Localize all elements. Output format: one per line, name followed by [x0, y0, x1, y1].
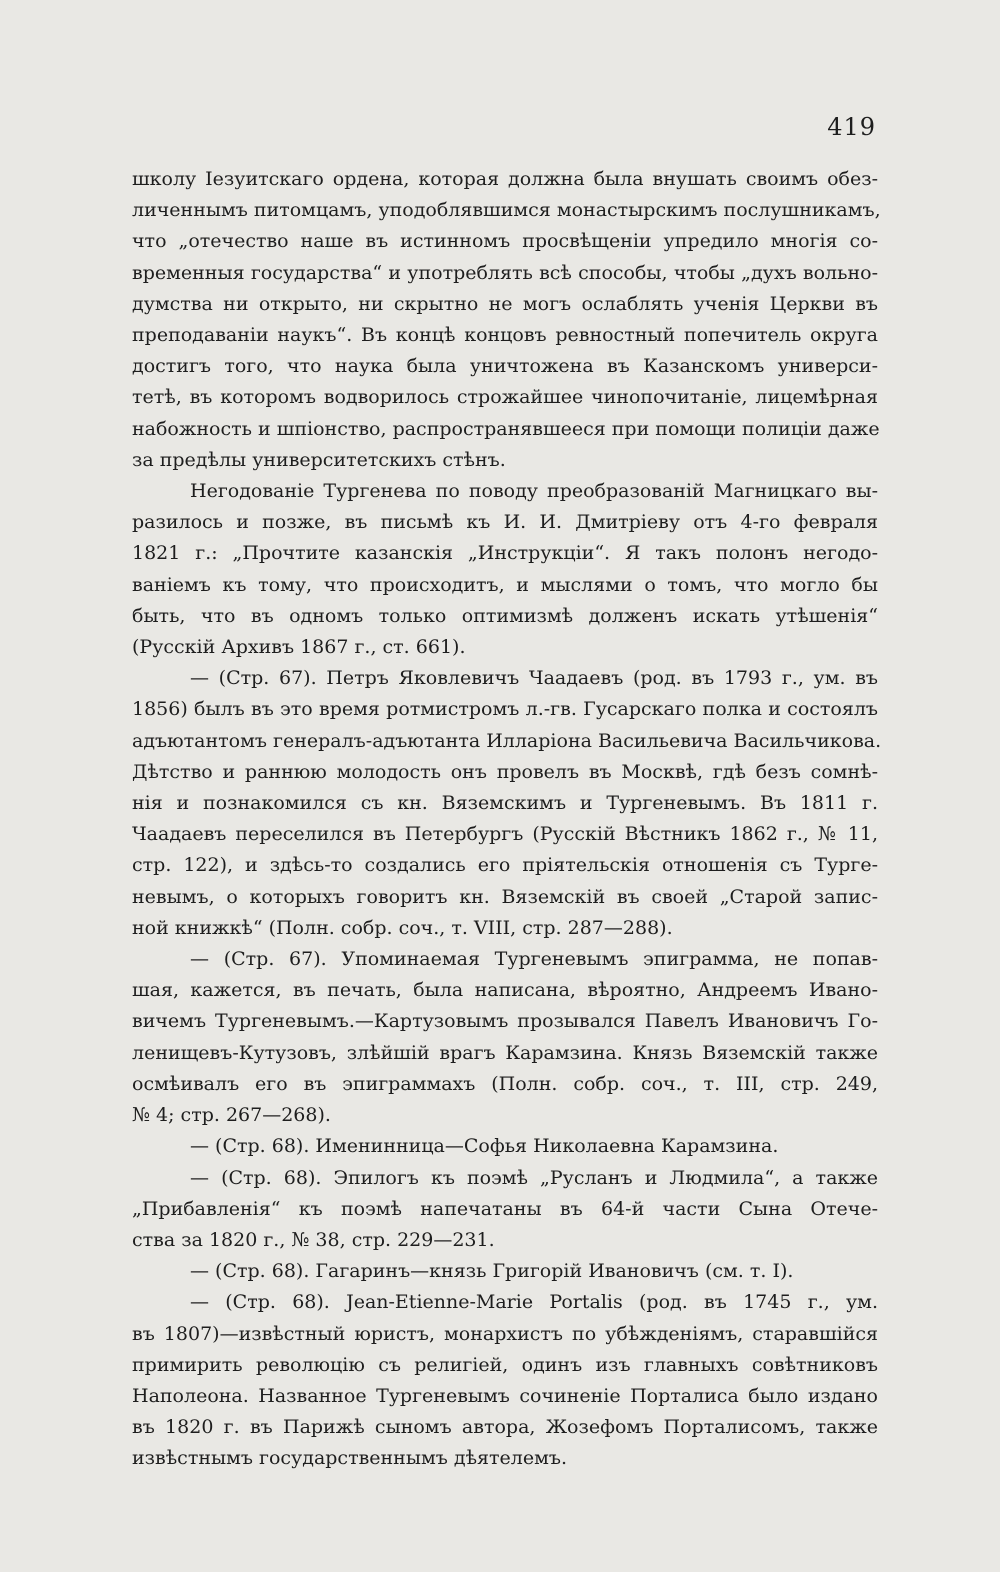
paragraph: [132, 1287, 878, 1474]
text-line: нiя и познакомился съ кн. Вяземскимъ и Тургеневымъ. Въ 1811 г.: [132, 792, 878, 815]
text-line: Чаадаевъ переселился въ Петербургъ (Русскiй Вѣстникъ 1862 г., № 11,: [132, 823, 878, 846]
text-line: — (Стр. 67). Петръ Яковлевичъ Чаадаевъ (род. въ 1793 г., ум. въ: [190, 667, 878, 690]
text-line: преподаванiи наукъ“. Въ концѣ концовъ ревностный попечитель округа: [132, 324, 878, 347]
text-line: за предѣлы университетскихъ стѣнъ.: [132, 448, 506, 471]
text-line: быть, что въ одномъ только оптимизмѣ долженъ искать утѣшенiя“: [132, 604, 878, 627]
text-line: шая, кажется, въ печать, была написана, вѣроятно, Андреемъ Ивано-: [132, 979, 878, 1002]
text-line: (Русскiй Архивъ 1867 г., ст. 661).: [132, 636, 466, 659]
text-line: невымъ, о которыхъ говоритъ кн. Вяземскiй въ своей „Старой запис-: [132, 885, 878, 908]
text-line: № 4; стр. 267—268).: [132, 1104, 331, 1127]
text-line: ства за 1820 г., № 38, стр. 229—231.: [132, 1228, 495, 1251]
text-line: — (Стр. 67). Упоминаемая Тургеневымъ эпиграмма, не попав-: [190, 948, 878, 971]
text-line: въ 1820 г. въ Парижѣ сыномъ автора, Жозефомъ Порталисомъ, также: [132, 1416, 878, 1439]
paragraph: [132, 944, 878, 1131]
text-line: Негодованiе Тургенева по поводу преобразованiй Магницкаго вы-: [190, 480, 878, 503]
text-line: разилось и позже, въ письмѣ къ И. И. Дмитрiеву отъ 4-го февраля: [132, 511, 878, 534]
text-line: примирить революцiю съ религiей, одинъ изъ главныхъ совѣтниковъ: [132, 1353, 878, 1376]
text-line: 1821 г.: „Прочтите казанскiя „Инструкцiи“. Я такъ полонъ негодо-: [132, 542, 878, 565]
paragraph: [132, 663, 882, 944]
text-line: въ 1807)—извѣстный юристъ, монархистъ по убѣжденiямъ, старавшiйся: [132, 1322, 878, 1345]
text-line: школу Iезуитскаго ордена, которая должна была внушать своимъ обез-: [132, 168, 878, 190]
text-line: Дѣтство и раннюю молодость онъ провелъ въ Москвѣ, гдѣ безъ сомнѣ-: [132, 760, 878, 783]
text-line: ленищевъ-Кутузовъ, злѣйшiй врагъ Карамзина. Князь Вяземскiй также: [132, 1041, 878, 1064]
text-line: адъютантомъ генералъ-адъютанта Илларiона Васильевича Васильчикова.: [132, 729, 882, 752]
text-line: — (Стр. 68). Jean-Etienne-Marie Portalis (род. въ 1745 г., ум.: [190, 1291, 878, 1314]
text-line: ной книжкѣ“ (Полн. собр. соч., т. VIII, стр. 287—288).: [132, 916, 673, 939]
text-line: — (Стр. 68). Эпилогъ къ поэмѣ „Русланъ и Людмила“, а также: [190, 1166, 878, 1189]
text-line: думства ни открыто, ни скрытно не могъ ослаблять ученiя Церкви въ: [132, 292, 878, 315]
text-line: „Прибавленiя“ къ поэмѣ напечатаны въ 64-й части Сына Отече-: [132, 1197, 878, 1220]
text-line: набожность и шпiонство, распространявшееся при помощи полицiи даже: [132, 417, 880, 440]
text-line: — (Стр. 68). Именинница—Софья Николаевна Карамзина.: [190, 1135, 779, 1158]
text-line: осмѣивалъ его въ эпиграммахъ (Полн. собр. соч., т. III, стр. 249,: [132, 1072, 878, 1095]
paragraph: [132, 1131, 878, 1162]
paragraph: [132, 164, 881, 476]
text-line: личеннымъ питомцамъ, уподоблявшимся монастырскимъ послушникамъ,: [132, 199, 881, 222]
text-line: тетѣ, въ которомъ водворилось строжайшее чинопочитанiе, лицемѣрная: [132, 386, 878, 409]
text-line: извѣстнымъ государственнымъ дѣятелемъ.: [132, 1447, 567, 1470]
text-line: стр. 122), и здѣсь-то создались его прiятельскiя отношенiя съ Турге-: [132, 854, 878, 877]
page-number: 419: [827, 113, 876, 141]
text-line: вичемъ Тургеневымъ.—Картузовымъ прозывался Павелъ Ивановичъ Го-: [132, 1010, 878, 1033]
text-line: временныя государства“ и употреблять всѣ способы, чтобы „духъ вольно-: [132, 261, 878, 284]
text-line: ванiемъ къ тому, что происходитъ, и мыслями о томъ, что могло бы: [132, 573, 878, 596]
text-line: 1856) былъ въ это время ротмистромъ л.-гв. Гусарскаго полка и состоялъ: [132, 698, 878, 721]
text-line: достигъ того, что наука была уничтожена въ Казанскомъ универси-: [132, 355, 878, 378]
page-body: [132, 164, 882, 1475]
paragraph: [132, 1163, 878, 1257]
text-line: что „отечество наше въ истинномъ просвѣщенiи упредило многiя со-: [132, 230, 878, 253]
text-line: — (Стр. 68). Гагаринъ—князь Григорiй Ивановичъ (см. т. I).: [190, 1260, 794, 1283]
text-line: Наполеона. Названное Тургеневымъ сочиненiе Порталиса было издано: [132, 1384, 878, 1407]
paragraph: [132, 1256, 878, 1287]
paragraph: [132, 476, 878, 663]
